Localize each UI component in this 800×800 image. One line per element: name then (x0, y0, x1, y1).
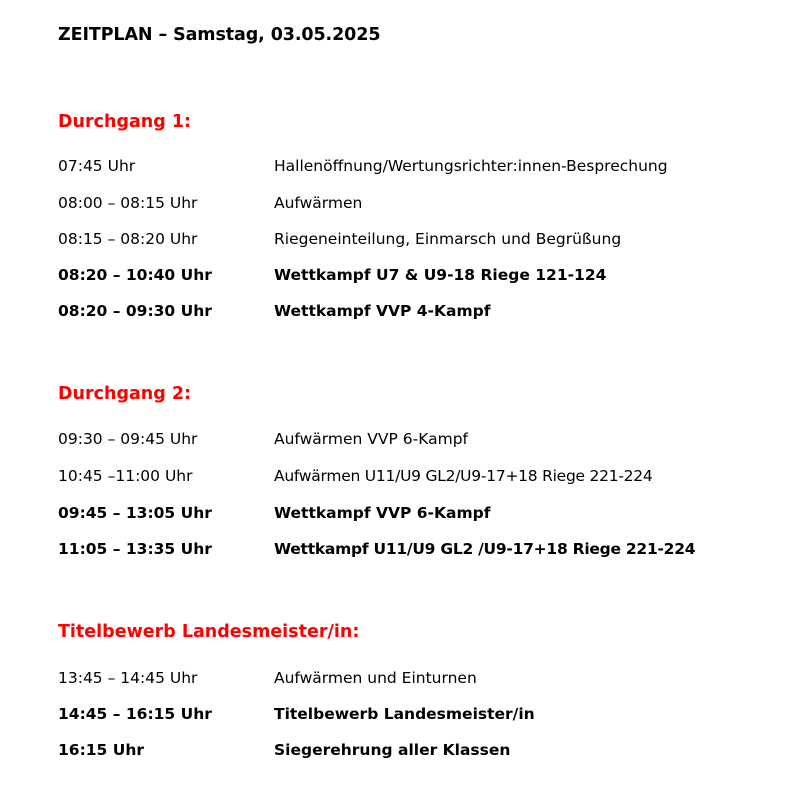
schedule-row (58, 504, 778, 526)
row-time: 07:45 Uhr (58, 157, 136, 175)
row-event: Wettkampf U7 & U9-18 Riege 121-124 (274, 266, 607, 284)
section-heading-durchgang-2: Durchgang 2: (58, 384, 192, 404)
schedule-row (58, 230, 778, 252)
row-time: 08:20 – 09:30 Uhr (58, 302, 212, 320)
row-time: 11:05 – 13:35 Uhr (58, 540, 212, 558)
row-time: 10:45 –11:00 Uhr (58, 467, 193, 485)
section-heading-durchgang-1: Durchgang 1: (58, 112, 192, 132)
row-time: 14:45 – 16:15 Uhr (58, 705, 212, 723)
schedule-row (58, 266, 778, 288)
row-time: 13:45 – 14:45 Uhr (58, 669, 198, 687)
row-time: 08:20 – 10:40 Uhr (58, 266, 212, 284)
schedule-row (58, 669, 778, 691)
row-event: Aufwärmen VVP 6-Kampf (274, 430, 468, 448)
row-event: Wettkampf VVP 6-Kampf (274, 504, 491, 522)
page-title: ZEITPLAN – Samstag, 03.05.2025 (58, 25, 381, 45)
row-time: 09:45 – 13:05 Uhr (58, 504, 212, 522)
section-heading-titelbewerb: Titelbewerb Landesmeister/in: (58, 622, 360, 642)
row-event: Hallenöffnung/Wertungsrichter:innen-Besprechung (274, 157, 668, 175)
row-event: Titelbewerb Landesmeister/in (274, 705, 535, 723)
schedule-row (58, 467, 778, 489)
row-event: Aufwärmen U11/U9 GL2/U9-17+18 Riege 221-224 (274, 467, 653, 485)
row-event: Siegerehrung aller Klassen (274, 741, 511, 759)
schedule-row (58, 705, 778, 727)
schedule-row (58, 302, 778, 324)
row-event: Aufwärmen (274, 194, 363, 212)
schedule-row (58, 741, 778, 763)
schedule-row (58, 157, 778, 179)
row-event: Wettkampf U11/U9 GL2 /U9-17+18 Riege 221-224 (274, 540, 696, 558)
row-event: Wettkampf VVP 4-Kampf (274, 302, 491, 320)
schedule-row (58, 194, 778, 216)
row-time: 16:15 Uhr (58, 741, 144, 759)
row-time: 08:15 – 08:20 Uhr (58, 230, 198, 248)
row-time: 09:30 – 09:45 Uhr (58, 430, 198, 448)
row-event: Aufwärmen und Einturnen (274, 669, 477, 687)
row-time: 08:00 – 08:15 Uhr (58, 194, 198, 212)
row-event: Riegeneinteilung, Einmarsch und Begrüßung (274, 230, 622, 248)
schedule-row (58, 540, 778, 562)
schedule-row (58, 430, 778, 452)
